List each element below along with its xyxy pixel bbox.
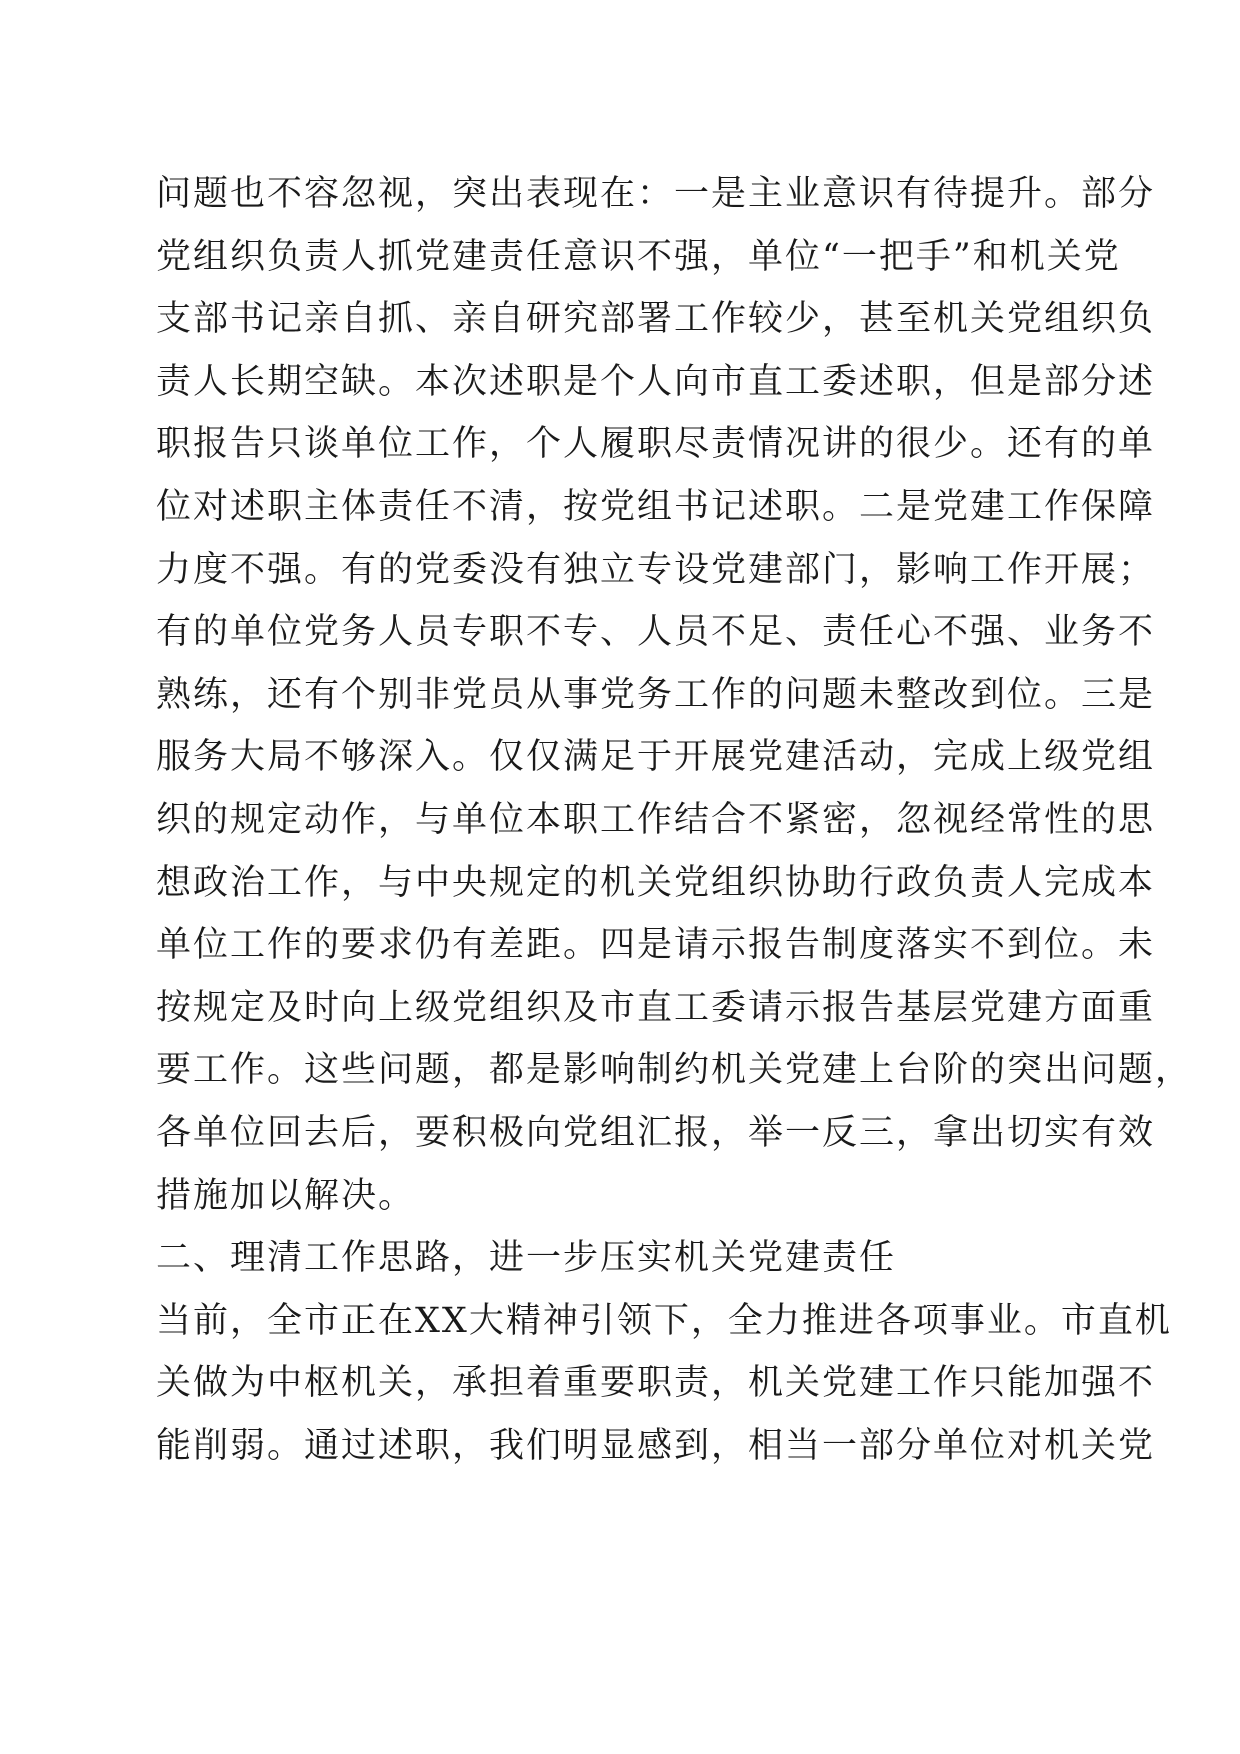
text-line: 责人长期空缺。本次述职是个人向市直工委述职，但是部分述	[156, 361, 1156, 402]
text-line: 要工作。这些问题，都是影响制约机关党建上台阶的突出问题，	[156, 1050, 1193, 1091]
text-line: 位对述职主体责任不清，按党组书记述职。二是党建工作保障	[156, 486, 1156, 527]
text-line: 熟练，还有个别非党员从事党务工作的问题未整改到位。三是	[156, 674, 1156, 715]
text-line: 按规定及时向上级党组织及市直工委请示报告基层党建方面重	[156, 987, 1156, 1028]
text-line: 能削弱。通过述职，我们明显感到，相当一部分单位对机关党	[156, 1425, 1156, 1466]
text-line: 党组织负责人抓党建责任意识不强，单位“一把手”和机关党	[156, 236, 1121, 277]
document-body	[156, 163, 1193, 1477]
text-line: 有的单位党务人员专职不专、人员不足、责任心不强、业务不	[156, 612, 1156, 653]
text-line: 织的规定动作，与单位本职工作结合不紧密，忽视经常性的思	[156, 799, 1156, 840]
text-line: 力度不强。有的党委没有独立专设党建部门，影响工作开展；	[156, 549, 1156, 590]
text-line: 想政治工作，与中央规定的机关党组织协助行政负责人完成本	[156, 862, 1156, 903]
text-line: 问题也不容忽视，突出表现在：一是主业意识有待提升。部分	[156, 174, 1156, 214]
text-line: 支部书记亲自抓、亲自研究部署工作较少，甚至机关党组织负	[156, 299, 1156, 340]
text-line: 服务大局不够深入。仅仅满足于开展党建活动，完成上级党组	[156, 737, 1156, 778]
text-line: 关做为中枢机关，承担着重要职责，机关党建工作只能加强不	[156, 1363, 1156, 1404]
text-line: 当前，全市正在XX大精神引领下，全力推进各项事业。市直机	[156, 1300, 1172, 1341]
text-line: 各单位回去后，要积极向党组汇报，举一反三，拿出切实有效	[156, 1112, 1156, 1153]
text-line: 单位工作的要求仍有差距。四是请示报告制度落实不到位。未	[156, 925, 1156, 966]
section-heading: 二、理清工作思路，进一步压实机关党建责任	[156, 1238, 897, 1279]
text-line: 职报告只谈单位工作，个人履职尽责情况讲的很少。还有的单	[156, 424, 1156, 465]
text-line: 措施加以解决。	[156, 1175, 416, 1216]
